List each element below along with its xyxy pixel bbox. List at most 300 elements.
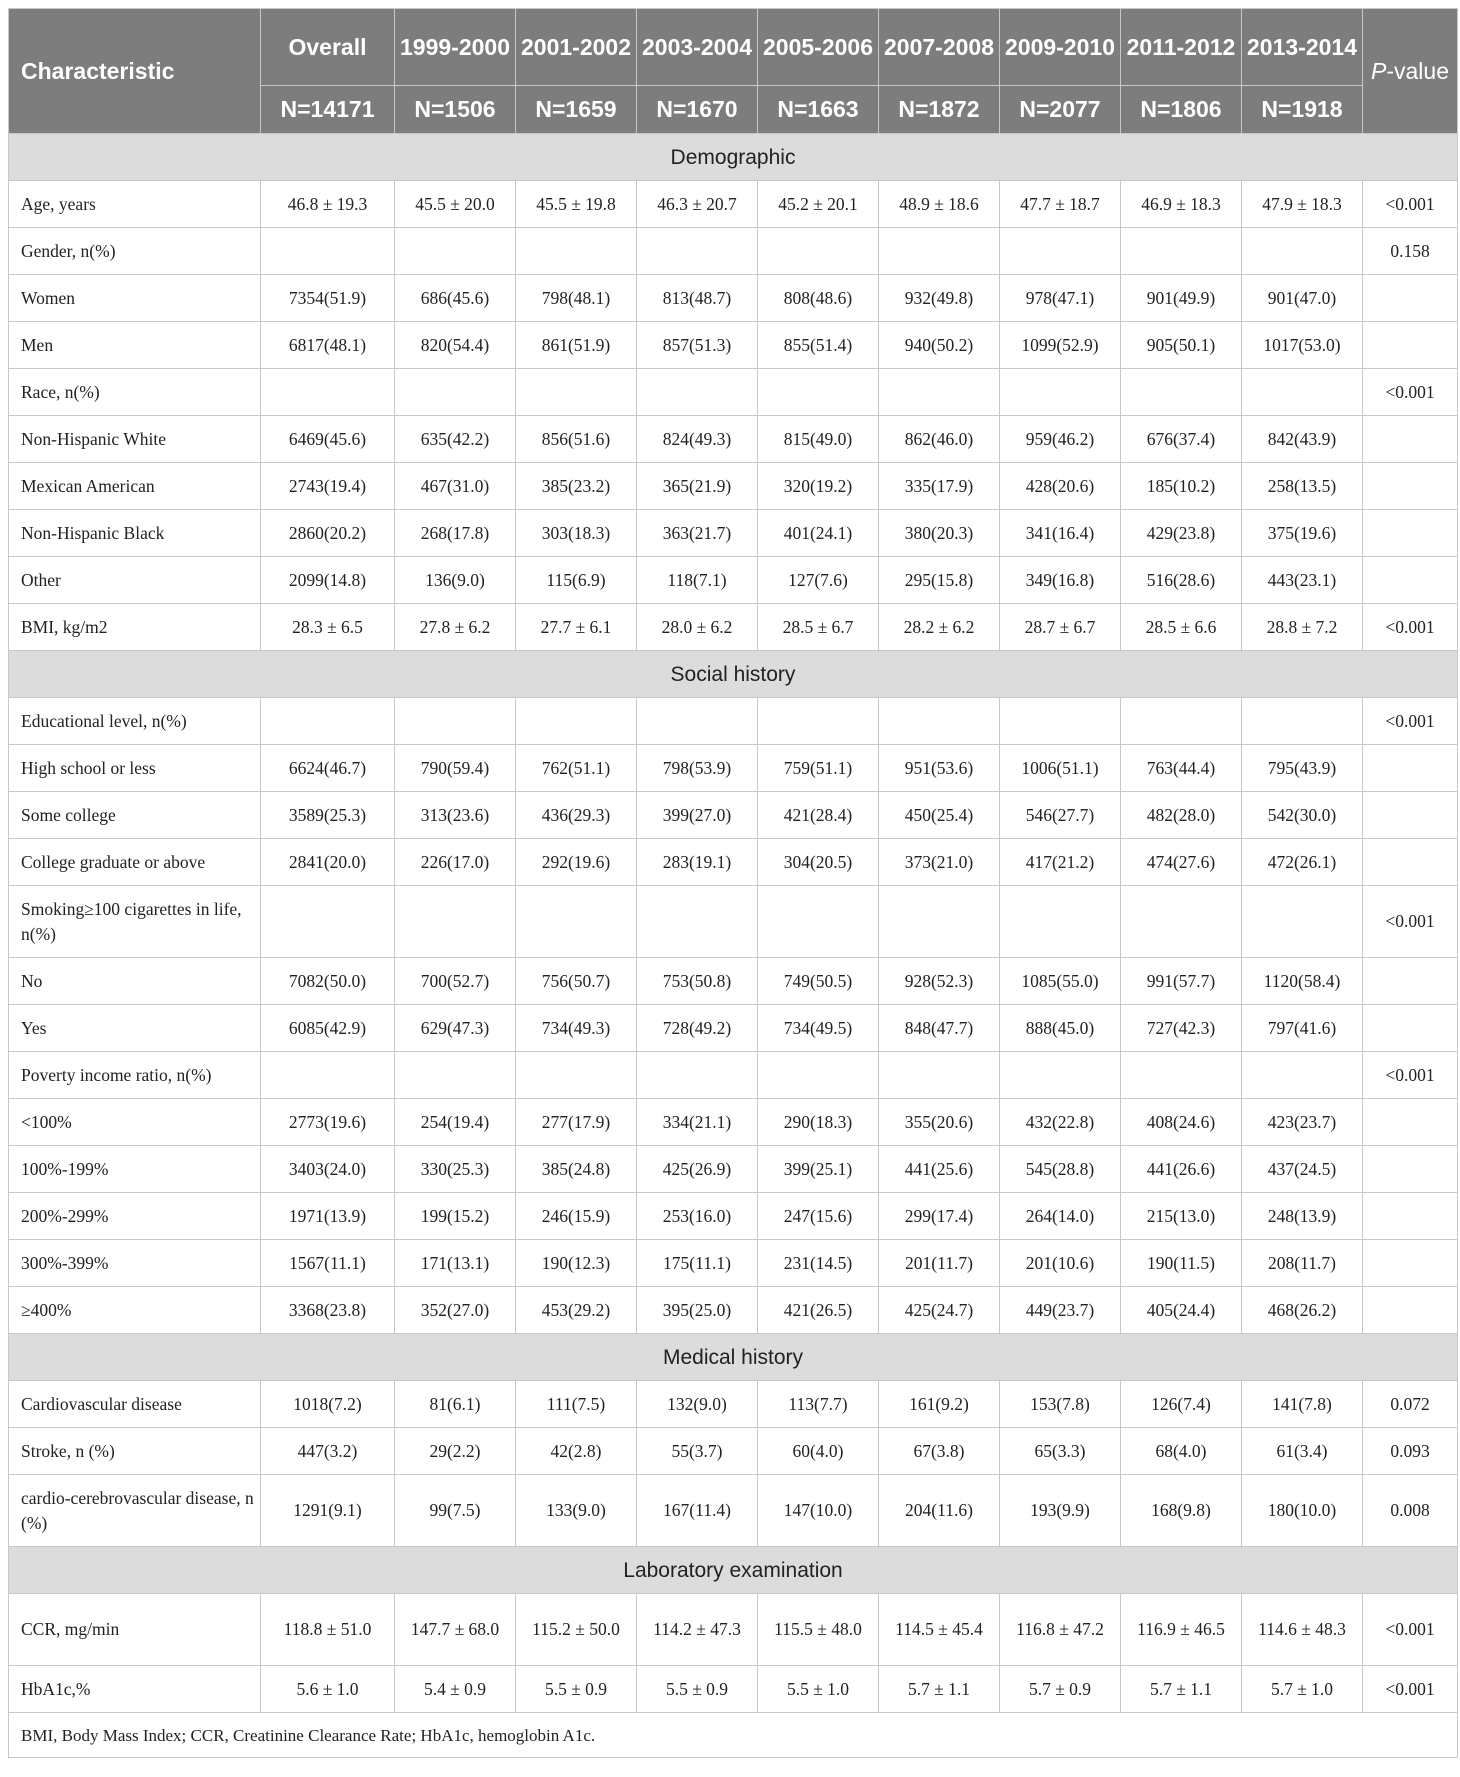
- cell-value: [758, 886, 879, 958]
- row-label: No: [9, 958, 261, 1005]
- table-row: [9, 228, 1458, 275]
- section-title: Laboratory examination: [9, 1547, 1458, 1594]
- cell-value: 313(23.6): [395, 792, 516, 839]
- cell-value: 700(52.7): [395, 958, 516, 1005]
- cell-value: 5.4 ± 0.9: [395, 1666, 516, 1713]
- cell-value: 28.5 ± 6.7: [758, 604, 879, 651]
- cell-value: 3368(23.8): [261, 1287, 395, 1334]
- cell-value: [879, 1052, 1000, 1099]
- cell-value: 46.8 ± 19.3: [261, 181, 395, 228]
- cell-value: 759(51.1): [758, 745, 879, 792]
- row-label: Some college: [9, 792, 261, 839]
- cell-value: 959(46.2): [1000, 416, 1121, 463]
- cell-value: 1006(51.1): [1000, 745, 1121, 792]
- cell-value: [395, 698, 516, 745]
- cell-value: 395(25.0): [637, 1287, 758, 1334]
- cell-value: 115.2 ± 50.0: [516, 1594, 637, 1666]
- row-label: 100%-199%: [9, 1146, 261, 1193]
- cell-value: 1291(9.1): [261, 1475, 395, 1547]
- col-header: 2009-2010: [1000, 9, 1121, 86]
- row-label: CCR, mg/min: [9, 1594, 261, 1666]
- cell-value: 437(24.5): [1242, 1146, 1363, 1193]
- cell-value: 46.9 ± 18.3: [1121, 181, 1242, 228]
- p-value: [1363, 1287, 1458, 1334]
- cell-value: 467(31.0): [395, 463, 516, 510]
- n-header: N=2077: [1000, 86, 1121, 134]
- row-label: Educational level, n(%): [9, 698, 261, 745]
- cell-value: 81(6.1): [395, 1381, 516, 1428]
- cell-value: 28.5 ± 6.6: [1121, 604, 1242, 651]
- cell-value: 5.7 ± 1.0: [1242, 1666, 1363, 1713]
- cell-value: 417(21.2): [1000, 839, 1121, 886]
- cell-value: [1000, 1052, 1121, 1099]
- pvalue-italic: P: [1371, 57, 1387, 84]
- cell-value: 199(15.2): [395, 1193, 516, 1240]
- cell-value: 425(24.7): [879, 1287, 1000, 1334]
- footnote-row: [9, 1713, 1458, 1758]
- cell-value: 425(26.9): [637, 1146, 758, 1193]
- cell-value: 320(19.2): [758, 463, 879, 510]
- p-value: 0.158: [1363, 228, 1458, 275]
- row-label: Race, n(%): [9, 369, 261, 416]
- cell-value: [758, 228, 879, 275]
- col-header: 2007-2008: [879, 9, 1000, 86]
- row-label: <100%: [9, 1099, 261, 1146]
- cell-value: 432(22.8): [1000, 1099, 1121, 1146]
- cell-value: 795(43.9): [1242, 745, 1363, 792]
- cell-value: 28.3 ± 6.5: [261, 604, 395, 651]
- cell-value: 365(21.9): [637, 463, 758, 510]
- cell-value: [516, 886, 637, 958]
- cell-value: 46.3 ± 20.7: [637, 181, 758, 228]
- cell-value: 808(48.6): [758, 275, 879, 322]
- cell-value: 132(9.0): [637, 1381, 758, 1428]
- cell-value: [879, 369, 1000, 416]
- cell-value: [1242, 1052, 1363, 1099]
- cell-value: 161(9.2): [879, 1381, 1000, 1428]
- cell-value: 901(47.0): [1242, 275, 1363, 322]
- section-row: [9, 651, 1458, 698]
- p-value: <0.001: [1363, 604, 1458, 651]
- col-header: 2001-2002: [516, 9, 637, 86]
- n-header: N=1806: [1121, 86, 1242, 134]
- cell-value: 482(28.0): [1121, 792, 1242, 839]
- cell-value: 168(9.8): [1121, 1475, 1242, 1547]
- p-value: [1363, 275, 1458, 322]
- cell-value: 447(3.2): [261, 1428, 395, 1475]
- cell-value: 215(13.0): [1121, 1193, 1242, 1240]
- cell-value: [637, 369, 758, 416]
- cell-value: 436(29.3): [516, 792, 637, 839]
- cell-value: 303(18.3): [516, 510, 637, 557]
- cell-value: 258(13.5): [1242, 463, 1363, 510]
- table-row: [9, 557, 1458, 604]
- cell-value: 126(7.4): [1121, 1381, 1242, 1428]
- table-row: [9, 1381, 1458, 1428]
- cell-value: 185(10.2): [1121, 463, 1242, 510]
- table-row: [9, 510, 1458, 557]
- cell-value: 60(4.0): [758, 1428, 879, 1475]
- cell-value: 28.0 ± 6.2: [637, 604, 758, 651]
- table-row: [9, 1666, 1458, 1713]
- cell-value: 268(17.8): [395, 510, 516, 557]
- cell-value: 1018(7.2): [261, 1381, 395, 1428]
- cell-value: 401(24.1): [758, 510, 879, 557]
- cell-value: 375(19.6): [1242, 510, 1363, 557]
- p-value: [1363, 745, 1458, 792]
- cell-value: 1099(52.9): [1000, 322, 1121, 369]
- row-label: Stroke, n (%): [9, 1428, 261, 1475]
- table-row: [9, 1475, 1458, 1547]
- cell-value: 855(51.4): [758, 322, 879, 369]
- col-header: 1999-2000: [395, 9, 516, 86]
- cell-value: [261, 369, 395, 416]
- cell-value: [516, 228, 637, 275]
- n-header: N=1918: [1242, 86, 1363, 134]
- cell-value: [1242, 886, 1363, 958]
- cell-value: 27.8 ± 6.2: [395, 604, 516, 651]
- row-label: Gender, n(%): [9, 228, 261, 275]
- cell-value: 115(6.9): [516, 557, 637, 604]
- cell-value: [1000, 698, 1121, 745]
- cell-value: 28.7 ± 6.7: [1000, 604, 1121, 651]
- col-header: 2013-2014: [1242, 9, 1363, 86]
- cell-value: 277(17.9): [516, 1099, 637, 1146]
- cell-value: 2773(19.6): [261, 1099, 395, 1146]
- cell-value: [261, 886, 395, 958]
- table-row: [9, 1240, 1458, 1287]
- cell-value: 5.7 ± 1.1: [879, 1666, 1000, 1713]
- cell-value: [637, 228, 758, 275]
- cell-value: 341(16.4): [1000, 510, 1121, 557]
- cell-value: 798(48.1): [516, 275, 637, 322]
- row-label: Cardiovascular disease: [9, 1381, 261, 1428]
- cell-value: 676(37.4): [1121, 416, 1242, 463]
- cell-value: 352(27.0): [395, 1287, 516, 1334]
- cell-value: 399(27.0): [637, 792, 758, 839]
- col-header: 2003-2004: [637, 9, 758, 86]
- n-header: N=1506: [395, 86, 516, 134]
- row-label: Other: [9, 557, 261, 604]
- section-title: Demographic: [9, 134, 1458, 181]
- cell-value: 28.8 ± 7.2: [1242, 604, 1363, 651]
- p-value: [1363, 416, 1458, 463]
- table-row: [9, 416, 1458, 463]
- cell-value: 932(49.8): [879, 275, 1000, 322]
- cell-value: 45.5 ± 19.8: [516, 181, 637, 228]
- cell-value: 905(50.1): [1121, 322, 1242, 369]
- cell-value: [758, 1052, 879, 1099]
- table-header: [9, 9, 1458, 134]
- cell-value: [516, 1052, 637, 1099]
- cell-value: 385(23.2): [516, 463, 637, 510]
- cell-value: 542(30.0): [1242, 792, 1363, 839]
- section-title: Medical history: [9, 1334, 1458, 1381]
- cell-value: 133(9.0): [516, 1475, 637, 1547]
- cell-value: 2743(19.4): [261, 463, 395, 510]
- cell-value: [261, 228, 395, 275]
- cell-value: [637, 1052, 758, 1099]
- cell-value: 797(41.6): [1242, 1005, 1363, 1052]
- cell-value: 29(2.2): [395, 1428, 516, 1475]
- row-label: Mexican American: [9, 463, 261, 510]
- cell-value: 5.5 ± 0.9: [637, 1666, 758, 1713]
- cell-value: 1567(11.1): [261, 1240, 395, 1287]
- col-header: 2011-2012: [1121, 9, 1242, 86]
- cell-value: 114.6 ± 48.3: [1242, 1594, 1363, 1666]
- cell-value: 1017(53.0): [1242, 322, 1363, 369]
- cell-value: 820(54.4): [395, 322, 516, 369]
- table-row: [9, 958, 1458, 1005]
- cell-value: 6817(48.1): [261, 322, 395, 369]
- table-row: [9, 1287, 1458, 1334]
- cell-value: 1085(55.0): [1000, 958, 1121, 1005]
- cell-value: 928(52.3): [879, 958, 1000, 1005]
- section-row: [9, 134, 1458, 181]
- cell-value: 247(15.6): [758, 1193, 879, 1240]
- cell-value: 635(42.2): [395, 416, 516, 463]
- cell-value: 226(17.0): [395, 839, 516, 886]
- pvalue-header: [1363, 9, 1458, 134]
- table-row: [9, 839, 1458, 886]
- cell-value: 2860(20.2): [261, 510, 395, 557]
- cell-value: 304(20.5): [758, 839, 879, 886]
- cell-value: 991(57.7): [1121, 958, 1242, 1005]
- row-label: 300%-399%: [9, 1240, 261, 1287]
- p-value: [1363, 839, 1458, 886]
- cell-value: 68(4.0): [1121, 1428, 1242, 1475]
- cell-value: 6085(42.9): [261, 1005, 395, 1052]
- table-row: [9, 604, 1458, 651]
- cell-value: 295(15.8): [879, 557, 1000, 604]
- cell-value: 67(3.8): [879, 1428, 1000, 1475]
- cell-value: [395, 886, 516, 958]
- row-label: Non-Hispanic White: [9, 416, 261, 463]
- cell-value: 5.6 ± 1.0: [261, 1666, 395, 1713]
- p-value: [1363, 792, 1458, 839]
- cell-value: 546(27.7): [1000, 792, 1121, 839]
- col-header: Overall: [261, 9, 395, 86]
- cell-value: 118.8 ± 51.0: [261, 1594, 395, 1666]
- row-label: BMI, kg/m2: [9, 604, 261, 651]
- p-value: <0.001: [1363, 1666, 1458, 1713]
- section-row: [9, 1547, 1458, 1594]
- cell-value: 349(16.8): [1000, 557, 1121, 604]
- cell-value: 171(13.1): [395, 1240, 516, 1287]
- cell-value: 2099(14.8): [261, 557, 395, 604]
- cell-value: 385(24.8): [516, 1146, 637, 1193]
- table-row: [9, 886, 1458, 958]
- cell-value: [1000, 228, 1121, 275]
- cell-value: 292(19.6): [516, 839, 637, 886]
- row-label: Non-Hispanic Black: [9, 510, 261, 557]
- cell-value: 330(25.3): [395, 1146, 516, 1193]
- cell-value: 734(49.5): [758, 1005, 879, 1052]
- cell-value: 749(50.5): [758, 958, 879, 1005]
- cell-value: 763(44.4): [1121, 745, 1242, 792]
- cell-value: 65(3.3): [1000, 1428, 1121, 1475]
- cell-value: 856(51.6): [516, 416, 637, 463]
- row-label: cardio-cerebrovascular disease, n (%): [9, 1475, 261, 1547]
- cell-value: 380(20.3): [879, 510, 1000, 557]
- cell-value: 118(7.1): [637, 557, 758, 604]
- cell-value: 5.5 ± 0.9: [516, 1666, 637, 1713]
- cell-value: 940(50.2): [879, 322, 1000, 369]
- p-value: <0.001: [1363, 369, 1458, 416]
- p-value: [1363, 1099, 1458, 1146]
- cell-value: 951(53.6): [879, 745, 1000, 792]
- cell-value: [1121, 1052, 1242, 1099]
- cell-value: 201(11.7): [879, 1240, 1000, 1287]
- cell-value: 728(49.2): [637, 1005, 758, 1052]
- cell-value: 727(42.3): [1121, 1005, 1242, 1052]
- p-value: <0.001: [1363, 886, 1458, 958]
- cell-value: 116.8 ± 47.2: [1000, 1594, 1121, 1666]
- row-label: 200%-299%: [9, 1193, 261, 1240]
- p-value: [1363, 557, 1458, 604]
- cell-value: 5.5 ± 1.0: [758, 1666, 879, 1713]
- table-body: [9, 134, 1458, 1758]
- cell-value: 861(51.9): [516, 322, 637, 369]
- cell-value: 842(43.9): [1242, 416, 1363, 463]
- cell-value: [1242, 698, 1363, 745]
- cell-value: 141(7.8): [1242, 1381, 1363, 1428]
- p-value: [1363, 463, 1458, 510]
- cell-value: 111(7.5): [516, 1381, 637, 1428]
- cell-value: 283(19.1): [637, 839, 758, 886]
- cell-value: 363(21.7): [637, 510, 758, 557]
- p-value: 0.093: [1363, 1428, 1458, 1475]
- cell-value: 175(11.1): [637, 1240, 758, 1287]
- cell-value: [395, 228, 516, 275]
- cell-value: 756(50.7): [516, 958, 637, 1005]
- cell-value: 421(28.4): [758, 792, 879, 839]
- cell-value: 5.7 ± 1.1: [1121, 1666, 1242, 1713]
- cell-value: [395, 1052, 516, 1099]
- cell-value: [1000, 886, 1121, 958]
- cell-value: 3589(25.3): [261, 792, 395, 839]
- cell-value: 441(25.6): [879, 1146, 1000, 1193]
- table-row: [9, 275, 1458, 322]
- cell-value: 208(11.7): [1242, 1240, 1363, 1287]
- cell-value: 355(20.6): [879, 1099, 1000, 1146]
- cell-value: 7082(50.0): [261, 958, 395, 1005]
- cell-value: 399(25.1): [758, 1146, 879, 1193]
- cell-value: 253(16.0): [637, 1193, 758, 1240]
- row-label: Women: [9, 275, 261, 322]
- section-row: [9, 1334, 1458, 1381]
- cell-value: 815(49.0): [758, 416, 879, 463]
- cell-value: 7354(51.9): [261, 275, 395, 322]
- cell-value: 127(7.6): [758, 557, 879, 604]
- p-value: [1363, 322, 1458, 369]
- cell-value: 5.7 ± 0.9: [1000, 1666, 1121, 1713]
- table-row: [9, 1594, 1458, 1666]
- cell-value: [879, 228, 1000, 275]
- cell-value: 47.9 ± 18.3: [1242, 181, 1363, 228]
- cell-value: 428(20.6): [1000, 463, 1121, 510]
- table-row: [9, 698, 1458, 745]
- cell-value: 335(17.9): [879, 463, 1000, 510]
- p-value: [1363, 1193, 1458, 1240]
- table-row: [9, 1146, 1458, 1193]
- row-label: ≥400%: [9, 1287, 261, 1334]
- cell-value: [516, 698, 637, 745]
- cell-value: 862(46.0): [879, 416, 1000, 463]
- n-header: N=14171: [261, 86, 395, 134]
- row-label: Men: [9, 322, 261, 369]
- table-row: [9, 1428, 1458, 1475]
- cell-value: [1242, 228, 1363, 275]
- cell-value: 753(50.8): [637, 958, 758, 1005]
- cell-value: [1121, 369, 1242, 416]
- p-value: [1363, 1146, 1458, 1193]
- row-label: College graduate or above: [9, 839, 261, 886]
- cell-value: 629(47.3): [395, 1005, 516, 1052]
- cell-value: 443(23.1): [1242, 557, 1363, 604]
- cell-value: 734(49.3): [516, 1005, 637, 1052]
- cell-value: 45.2 ± 20.1: [758, 181, 879, 228]
- cell-value: 888(45.0): [1000, 1005, 1121, 1052]
- cell-value: [879, 886, 1000, 958]
- cell-value: 45.5 ± 20.0: [395, 181, 516, 228]
- cell-value: 42(2.8): [516, 1428, 637, 1475]
- table-row: [9, 1193, 1458, 1240]
- cell-value: 429(23.8): [1121, 510, 1242, 557]
- cell-value: 450(25.4): [879, 792, 1000, 839]
- cell-value: 47.7 ± 18.7: [1000, 181, 1121, 228]
- cell-value: [637, 698, 758, 745]
- cell-value: 798(53.9): [637, 745, 758, 792]
- p-value: [1363, 958, 1458, 1005]
- cell-value: 373(21.0): [879, 839, 1000, 886]
- p-value: 0.008: [1363, 1475, 1458, 1547]
- cell-value: [637, 886, 758, 958]
- row-label: Age, years: [9, 181, 261, 228]
- cell-value: 449(23.7): [1000, 1287, 1121, 1334]
- table-row: [9, 463, 1458, 510]
- cell-value: 190(11.5): [1121, 1240, 1242, 1287]
- p-value: 0.072: [1363, 1381, 1458, 1428]
- table-row: [9, 1052, 1458, 1099]
- cell-value: 27.7 ± 6.1: [516, 604, 637, 651]
- cell-value: 136(9.0): [395, 557, 516, 604]
- cell-value: 3403(24.0): [261, 1146, 395, 1193]
- table-row: [9, 369, 1458, 416]
- cell-value: 61(3.4): [1242, 1428, 1363, 1475]
- cell-value: 114.5 ± 45.4: [879, 1594, 1000, 1666]
- cell-value: 813(48.7): [637, 275, 758, 322]
- cell-value: 516(28.6): [1121, 557, 1242, 604]
- cell-value: 545(28.8): [1000, 1146, 1121, 1193]
- cell-value: 113(7.7): [758, 1381, 879, 1428]
- characteristic-header: Characteristic: [9, 9, 261, 134]
- cell-value: [1242, 369, 1363, 416]
- col-header: 2005-2006: [758, 9, 879, 86]
- cell-value: 686(45.6): [395, 275, 516, 322]
- cell-value: [879, 698, 1000, 745]
- row-label: Yes: [9, 1005, 261, 1052]
- cell-value: 468(26.2): [1242, 1287, 1363, 1334]
- cell-value: 421(26.5): [758, 1287, 879, 1334]
- cell-value: 790(59.4): [395, 745, 516, 792]
- cell-value: 115.5 ± 48.0: [758, 1594, 879, 1666]
- characteristics-table: [8, 8, 1458, 1758]
- cell-value: 6469(45.6): [261, 416, 395, 463]
- cell-value: 180(10.0): [1242, 1475, 1363, 1547]
- cell-value: 55(3.7): [637, 1428, 758, 1475]
- p-value: [1363, 1005, 1458, 1052]
